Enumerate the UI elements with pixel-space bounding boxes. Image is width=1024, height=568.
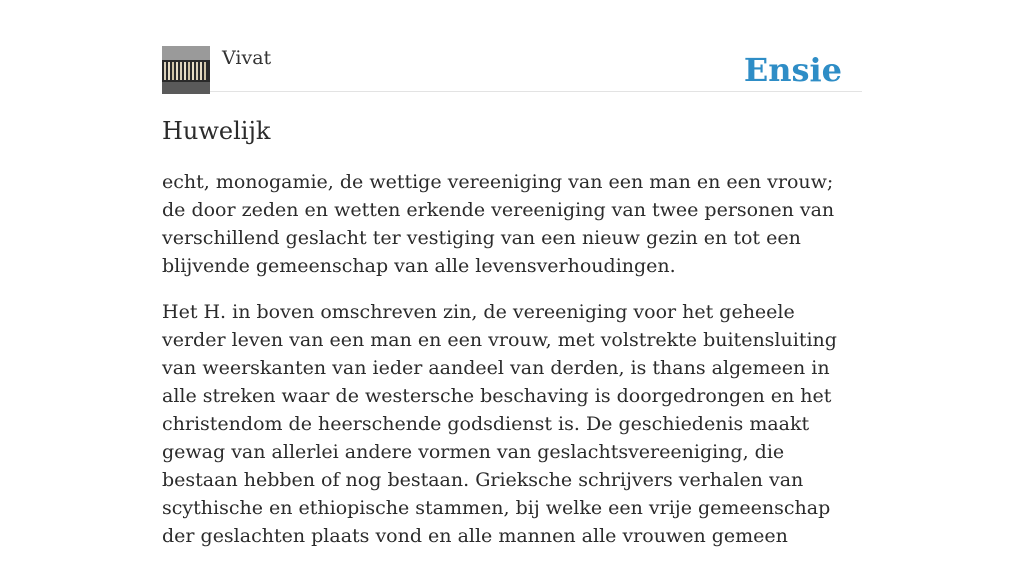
author-name[interactable]: Vivat <box>222 47 272 69</box>
brand-logo[interactable]: Ensie <box>743 51 842 89</box>
avatar[interactable] <box>162 46 210 94</box>
header <box>162 46 862 92</box>
paragraph: Het H. in boven omschreven zin, de vereeniging voor het geheele verder leven van een man en een vrouw, met volstrekte buitensluiting van weerskanten van ieder aandeel van derden, is thans algemeen in alle streken waar de westersche beschaving is doorgedrongen en het christendom de heerschende godsdienst is. De geschiedenis maakt gewag van allerlei andere vormen van geslachtsvereeniging, die bestaan hebben of nog bestaan. Grieksche schrijvers verhalen van scythische en ethiopische stammen, bij welke een vrije gemeenschap der geslachten plaats vond en alle mannen alle vrouwen gemeen <box>162 301 837 547</box>
page-title: Huwelijk <box>162 117 271 145</box>
paragraph: echt, monogamie, de wettige vereeniging van een man en een vrouw; de door zeden en wetten erkende vereeniging van twee personen van verschillend geslacht ter vestiging van een nieuw gezin en tot een blijvende gemeenschap van alle levensverhoudingen. <box>162 171 835 277</box>
bookshelf-avatar-icon <box>162 46 210 94</box>
article-body <box>162 168 862 568</box>
